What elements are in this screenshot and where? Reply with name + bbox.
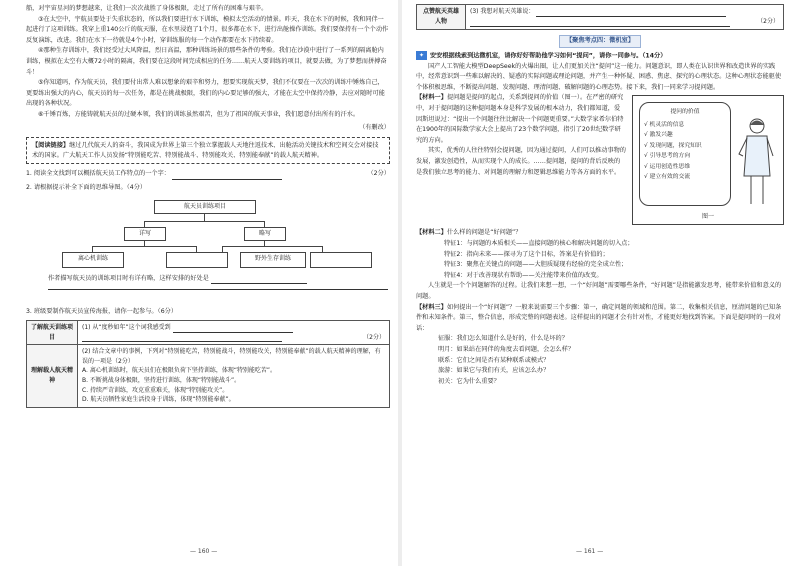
material-label: 【材料二】 (416, 229, 447, 237)
material-text: 提问题是提问的起点，关系到提问的价值（图一）。在严密的研究中，对于提问题的这种提问题本身是科学发展的根本动力，我们都知道，爱因斯坦说过：“提出一个问题往往比解决一个问题更重要。”大数学家希尔伯特在1900年的国际数学家大会上提出了23个数学问题，指引了20世纪数学研究的方向。 (416, 94, 624, 144)
story-paragraph: ⑤你知道吗，作为航天员，我们要付出常人难以想象的艰辛和努力，想要实现航天梦，我们不仅要在一次次的训练中锤炼自己，更要练出强大的内心，航天员的每一次任务，都是在挑战极限，我们的内心要足够的强大，才能在太空中保持冷静，去应对随时可能出现的各种状况。 (26, 79, 385, 108)
material-three (416, 303, 784, 335)
connector (204, 213, 205, 221)
dialog-line: 初关：它为什么重要？ (438, 377, 500, 385)
dialog-line: 联系：它们之间是否有某种联系或模式？ (438, 356, 550, 364)
option-c[interactable]: C. 持续严苛训练，攻克重重难关，体现“特别能攻关”。 (82, 386, 229, 394)
option-d[interactable]: D. 航天员牺牲家庭生活投身于训练，体现“特别能奉献”。 (82, 396, 235, 404)
answer-line[interactable] (536, 8, 726, 17)
feature-item: 特征3：聚焦在关键点的问题——大胆质疑现有经验的完全成立性； (444, 261, 628, 269)
option-b[interactable]: B. 不断挑战身体极限，坚持进行训练，体现“特别能战斗”。 (82, 377, 241, 385)
option-a[interactable]: A. 离心机训练时，航天员们在极限负荷下坚持训练，体现“特别能吃苦”。 (82, 367, 277, 375)
material-two-para: 人生就是一个个问题解答的过程。让我们来想一想，一个“好问题”需要哪些条件，“好问题”是指能激发思考，能带来价值和意义的问题。 (416, 282, 782, 301)
answer-line[interactable] (173, 324, 293, 333)
table-cell (78, 345, 390, 408)
story-paragraph: ⑥千锤百炼，方能铸就航天员的过硬本领，我们的训练虽然艰苦，但为了祖国的航天事业，我们愿意付出所有的汗水。 (38, 110, 360, 118)
bubble-item: √ 发现问题，探究知识 (644, 142, 702, 149)
material-two (416, 228, 784, 239)
question-2-text: 2. 请根据提示补全下面的思维导图。（4分） (26, 183, 147, 191)
material-label: 【材料一】 (416, 94, 447, 102)
answer-line[interactable] (48, 288, 388, 290)
question-number-icon: ✦ (416, 51, 427, 60)
table-row-header: 了解航天训练项目 (27, 321, 78, 345)
hero-table (416, 4, 784, 30)
teacher-illustration-icon (737, 116, 777, 208)
question-3 (26, 307, 390, 318)
question-3-text: 3. 班级要制作航天员宣传海报，请你一起参与。（6分） (26, 307, 178, 315)
mindmap-leaf-blank[interactable] (310, 252, 372, 268)
speech-bubble (639, 102, 731, 206)
reading-link-label: 【阅读链接】 (32, 142, 70, 150)
bubble-item: √ 激发兴趣 (644, 132, 673, 139)
table-cell-text: (2) 结合文章中的事例，下列对“特别能吃苦，特别能战斗，特别能攻关，特别能奉献”的载人航天精神的理解，有误的一项是（2分） (82, 348, 381, 365)
source-note: （有删改） (359, 123, 390, 131)
material-title: 什么样的问题是“好问题”？ (446, 229, 522, 237)
mindmap-note-text: 作者描写航天员的训练项目时有详有略，这样安排的好处是 (48, 274, 209, 282)
page-number: — 161 — (576, 548, 604, 556)
mindmap-leaf-survival: 野外生存训练 (240, 252, 306, 268)
answer-line[interactable] (470, 18, 730, 27)
row-score: （2分） (757, 18, 779, 25)
section-label (416, 35, 784, 48)
intro-paragraph: 国产人工智能大模型DeepSeek的火爆出圈，让人们更加关注“提问”这一能力。问题意识，即人类在认识世界和改造世界的实践中，经常意识到一些难以解决的、疑惑的实际问题或理论问题，并产生一种怀疑、困惑、焦虑、探究的心理状态。这种心理状态能驱使个体积极思维，不断提出问题、发现问题、理清问题、破解问题的心理态势。接下来，我们一同来学习提问题。 (416, 62, 782, 91)
table-cell-text: (1) 从“度秒如年”这个词我感受到 (82, 324, 171, 332)
bubble-item: √ 建立有效的交流 (644, 174, 691, 181)
table-cell-text: (3) 我想对航天英雄说： (470, 8, 535, 15)
mind-map (26, 196, 390, 304)
feature-item: 特征1：与问题的本质相关——直接问题的核心和解决问题的切入点； (444, 240, 634, 248)
story-paragraph: ④那种生存训练中，我们经受过大风降温，烈日高温，那种训练场景的那些条件的考验。我们在沙漠中进行了一系列的隔离舱内训练，模拟在太空有大概72小时的隔离，我们要在这段时间完成相应的任务……航天人要训练的项目，就要去做，为了梦想而拼搏奋斗！ (26, 47, 387, 76)
table-cell (466, 5, 784, 30)
answer-line[interactable] (211, 275, 307, 284)
section-label-text: 【聚焦考点四：微机室】 (559, 35, 641, 48)
question-1-text: 1. 阅读全文找到可以概括航天员工作特点的一个字： (26, 170, 170, 178)
question-1-score: （2分） (367, 170, 390, 178)
bubble-title: 提问的价值 (670, 109, 700, 116)
answer-line[interactable] (172, 171, 282, 180)
dialog-line: 明月：如果站在同伴的角度去看问题，会怎么样？ (438, 346, 575, 353)
bubble-item: √ 引导思考的方向 (644, 153, 691, 160)
mindmap-branch-detailed: 详写 (124, 227, 166, 241)
right-page (402, 0, 800, 566)
feature-item: 特征2：指向未来——探寻为了这个目标，答案是有价值的； (444, 250, 609, 258)
material-one-cont: 其实，优秀的人往往特别会提问题，因为通过提问，人们可以推动事物的发展，激发创造性，从而实现个人的成长。……提问题，提问的背后反映的是我们独立思考的能力、对问题的理解力和逻辑思维能力等各方面的水平。 (416, 147, 626, 176)
reading-link-box (26, 137, 390, 164)
connector (92, 246, 196, 247)
table-cell (78, 321, 390, 345)
question-intro-text: 安安根据线索到达微机室，请你好好帮助他学习如何“提问”，请你一同参与。（14分） (430, 52, 667, 60)
mindmap-note (48, 274, 388, 285)
figure-caption: 图一 (701, 212, 714, 220)
question-2 (26, 183, 390, 194)
connector (222, 246, 322, 247)
bubble-item: √ 机灵活的信息 (644, 121, 685, 128)
poster-table (26, 320, 390, 408)
answer-line[interactable] (82, 333, 282, 342)
page-number: — 160 — (190, 548, 218, 556)
question-intro (416, 51, 784, 62)
mindmap-leaf-blank[interactable] (166, 252, 228, 268)
bubble-item: √ 运用创造性思维 (644, 163, 691, 170)
table-row-header: 理解载人航天精神 (27, 345, 78, 408)
mindmap-leaf-centrifuge: 离心机训练 (62, 252, 124, 268)
story-paragraph: ③在太空中，宇航员要处于失重状态的，所以我们要进行水下训练，模拟太空活动的情景。昨天，我在水下的时候，我和同伴一起进行了这项训练。我穿上重140公斤的航天服，在水里浸泡了1个月，很多都在水下，进行出舱操作训练。我们要保持有一个个动作反复演练，改进。我们在水下一待就是4个小时，穿训练服的每一个动作都要在水下持续着。 (26, 15, 389, 44)
table-row-header: 点赞航天英雄人物 (417, 5, 466, 30)
material-text: 如何提出一个“好问题”？一般来说需要三个步骤：第一，确定问题的领域和范围。第二，收集相关信息，厘清问题的已知条件和未知条件。第三，整合信息，形成完整的问题表述。这样提出的问题才会有针对性，才能更好地找到答案。下面是提问时的一段对话： (416, 303, 782, 332)
connector (144, 221, 264, 222)
dialog-line: 征服：我们怎么知道什么是好的，什么是坏的？ (438, 335, 568, 343)
material-label: 【材料三】 (416, 303, 447, 311)
feature-item: 特征4：对于改善现状有帮助——关注能带来价值的改变。 (444, 271, 603, 279)
figure-one (632, 95, 784, 225)
mindmap-branch-brief: 略写 (244, 227, 286, 241)
question-1 (26, 169, 390, 180)
row-score: （2分） (363, 333, 385, 341)
mindmap-root: 航天员训练项目 (154, 200, 256, 214)
story-paragraph: 船，对宇宙星河的梦想越来，让我们一次次战胜了身体极限，走过了所有的困难与艰辛。 (26, 5, 268, 12)
dialog-line: 旅游：如果它与我们有关，应该怎么办？ (438, 367, 550, 375)
reading-link-text: 继过几代航天人的奋斗，我国成为世界上第三个独立掌握载人天地往返技术、出舱活动关键技术和空间交会对接技术的国家。广大航天工作人员发扬“特别能吃苦、特别能战斗、特别能攻关、特别能奉献”的载人航天精神。 (32, 142, 379, 159)
